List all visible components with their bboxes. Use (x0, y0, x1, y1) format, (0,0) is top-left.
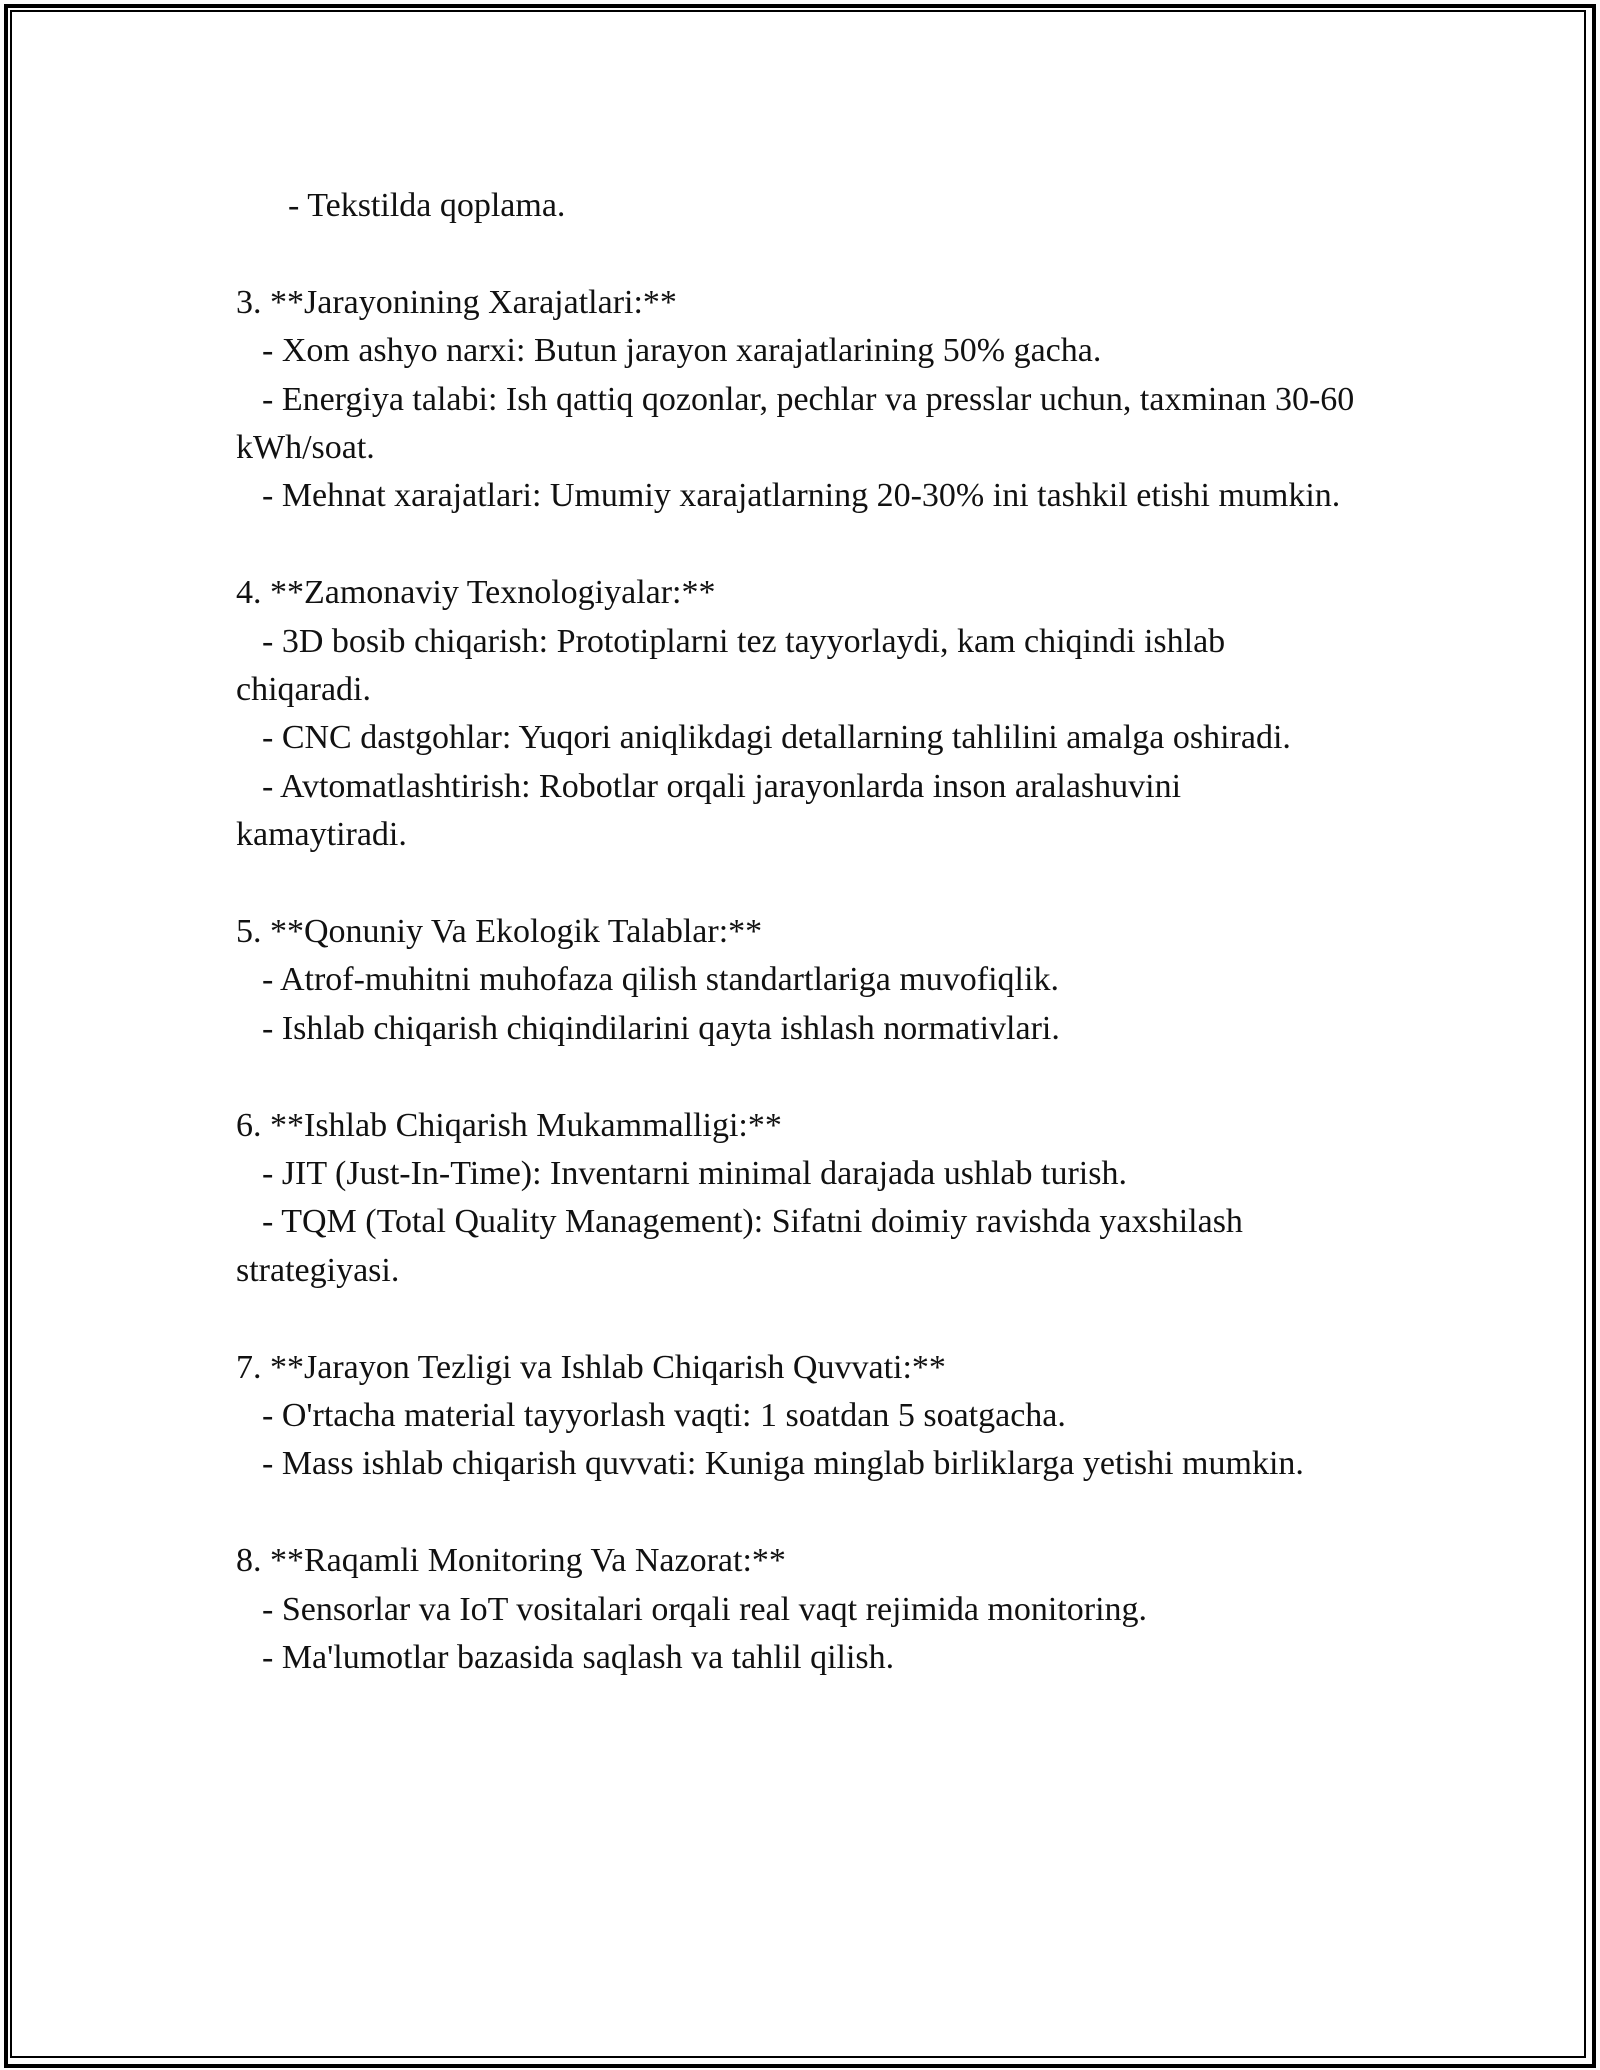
bullet-item: - Avtomatlashtirish: Robotlar orqali jarayonlarda inson aralashuvini kamaytiradi. (236, 767, 1190, 854)
bullet-item: - Energiya talabi: Ish qattiq qozonlar, pechlar va presslar uchun, taxminan 30-60 kWh/soat. (236, 380, 1363, 467)
bullet-item: - 3D bosib chiqarish: Prototiplarni tez tayyorlaydi, kam chiqindi ishlab chiqaradi. (236, 622, 1234, 709)
bullet-item: - Mass ishlab chiqarish quvvati: Kuniga minglab birliklarga yetishi mumkin. (262, 1445, 1304, 1483)
section-3-costs (236, 279, 1363, 521)
bullet-item: - Sensorlar va IoT vositalari orqali real vaqt rejimida monitoring. (262, 1590, 1148, 1628)
bullet-item: - Atrof-muhitni muhofaza qilish standartlariga muvofiqlik. (262, 961, 1059, 999)
section-4-technologies (236, 569, 1356, 859)
bullet-item: - CNC dastgohlar: Yuqori aniqlikdagi detallarning tahlilini amalga oshiradi. (262, 719, 1291, 757)
section-heading: 5. **Qonuniy Va Ekologik Talablar:** (236, 913, 763, 951)
bullet-item: - Ishlab chiqarish chiqindilarini qayta ishlash normativlari. (262, 1009, 1060, 1047)
bullet-item: - JIT (Just-In-Time): Inventarni minimal darajada ushlab turish. (262, 1155, 1127, 1193)
lead-list-item: - Tekstilda qoplama. (288, 187, 566, 224)
section-heading: 7. **Jarayon Tezligi va Ishlab Chiqarish Quvvati:** (236, 1348, 946, 1386)
bullet-item: - O'rtacha material tayyorlash vaqti: 1 soatdan 5 soatgacha. (262, 1397, 1066, 1435)
bullet-item: - Ma'lumotlar bazasida saqlash va tahlil qilish. (262, 1639, 895, 1677)
section-heading: 6. **Ishlab Chiqarish Mukammalligi:** (236, 1106, 782, 1144)
section-7-speed-capacity (236, 1344, 1356, 1489)
section-heading: 3. **Jarayonining Xarajatlari:** (236, 283, 677, 321)
section-5-legal-ecological (236, 908, 1356, 1053)
section-heading: 4. **Zamonaviy Texnologiyalar:** (236, 574, 716, 612)
bullet-item: - TQM (Total Quality Management): Sifatni doimiy ravishda yaxshilash strategiyasi. (236, 1203, 1252, 1289)
bullet-item: - Xom ashyo narxi: Butun jarayon xarajatlarining 50% gacha. (262, 332, 1102, 370)
section-8-digital-monitoring (236, 1537, 1356, 1682)
section-heading: 8. **Raqamli Monitoring Va Nazorat:** (236, 1542, 786, 1580)
document-body (236, 182, 1363, 1683)
section-6-production-excellence (236, 1102, 1356, 1296)
bullet-item: - Mehnat xarajatlari: Umumiy xarajatlarning 20-30% ini tashkil etishi mumkin. (262, 477, 1341, 515)
